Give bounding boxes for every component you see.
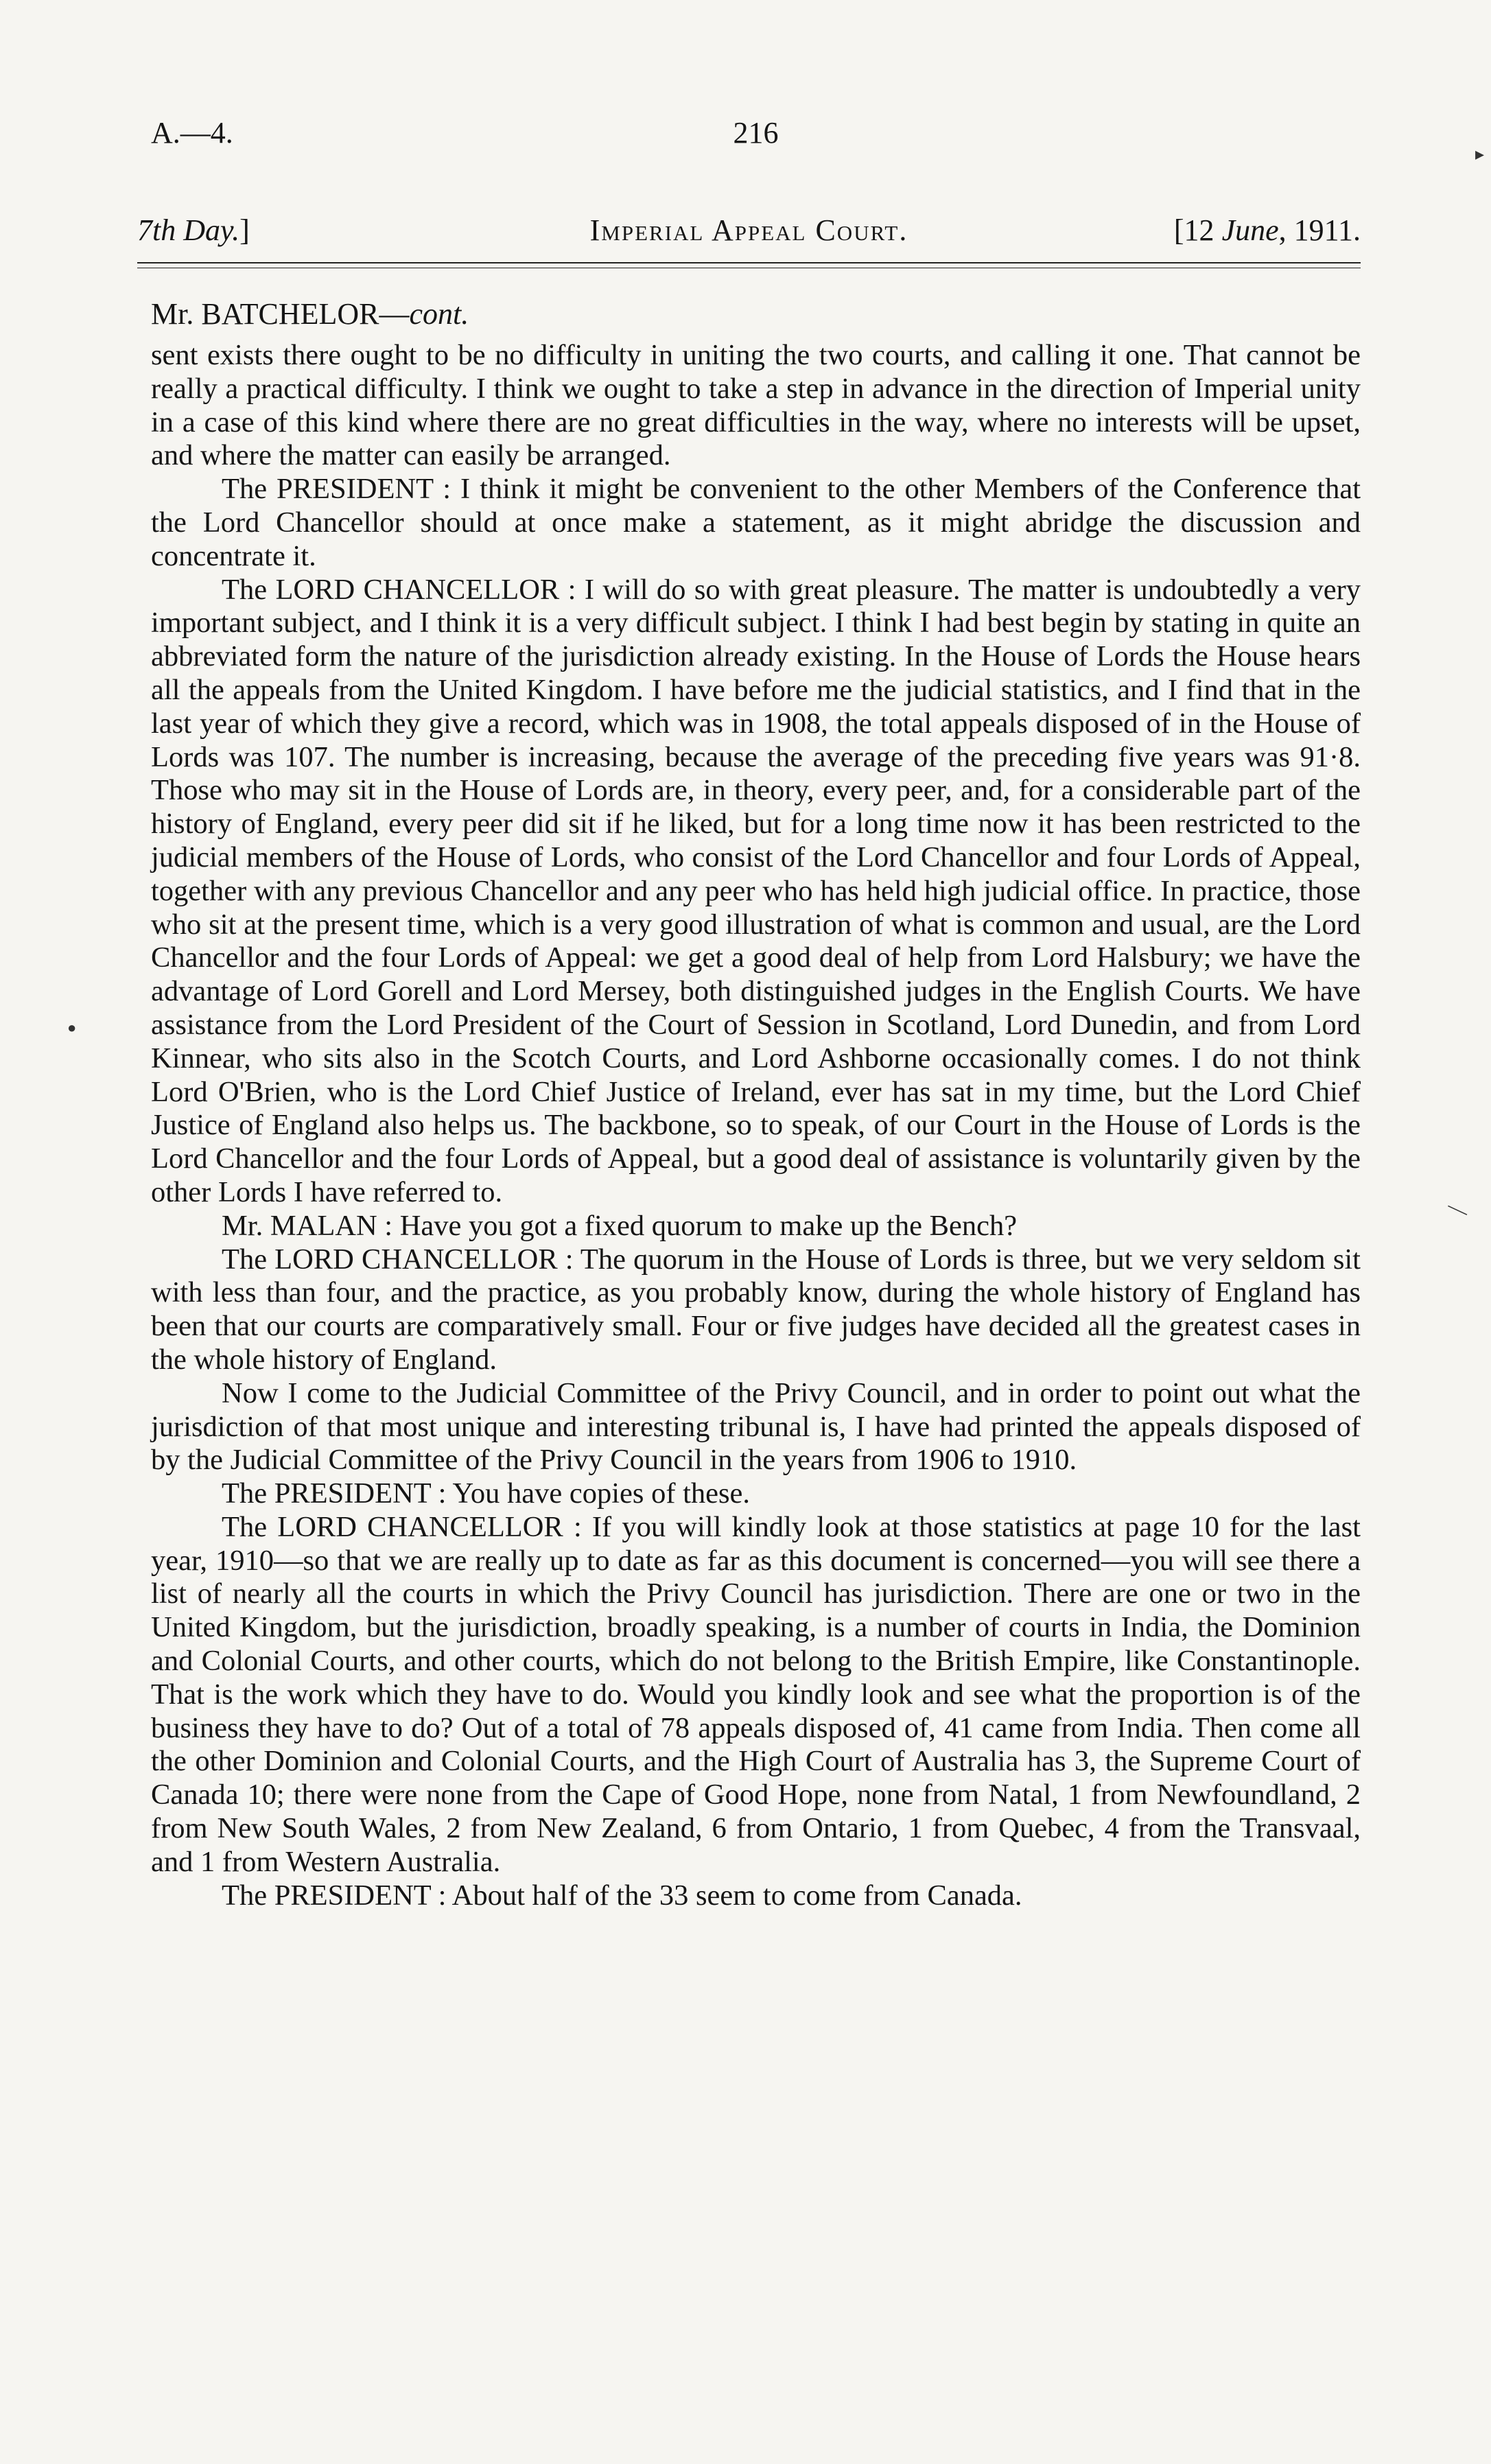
paragraph: The PRESIDENT : You have copies of these. <box>222 1477 751 1510</box>
running-head-title: Imperial Appeal Court. <box>589 213 908 247</box>
running-head-date: [12 June, 1911. <box>1173 213 1361 247</box>
paragraph: Mr. MALAN : Have you got a fixed quorum to make up the Bench? <box>222 1209 1018 1242</box>
page-header <box>151 115 1361 156</box>
header-rule <box>137 262 1361 263</box>
paragraph: The PRESIDENT : I think it might be convenient to the other Members of the Conference that the Lord Chancellor should at once make a statement, as it might abridge the discussion and concentrate it. <box>151 473 1361 572</box>
paragraph: sent exists there ought to be no difficulty in uniting the two courts, and calling it one. That cannot be really a practical difficulty. I think we ought to take a step in advance in the direction of Imperial unity in a case of this kind where there are no great difficulties in the way, where no interests will be upset, and where the matter can easily be arranged. <box>151 339 1361 472</box>
paragraph: The LORD CHANCELLOR : I will do so with great pleasure. The matter is undoubtedly a very important subject, and I think it is a very difficult subject. I think I had best begin by stating in quite an abbreviated form the nature of the jurisdiction already existing. In the House of Lords the House hears all the appeals from the United Kingdom. I have before me the judicial statistics, and I find that in the last year of which they give a record, which was in 1908, the total appeals disposed of in the House of Lords was 107. The number is increasing, because the average of the preceding five years was 91·8. Those who may sit in the House of Lords are, in theory, every peer, and, for a considerable part of the history of England, every peer did sit if he liked, but for a long time now it has been restricted to the judicial members of the House of Lords, who consist of the Lord Chancellor and four Lords of Appeal, together with any previous Chancellor and any peer who has held high judicial office. In practice, those who sit at the present time, which is a very good illustration of what is common and usual, are the Lord Chancellor and the four Lords of Appeal: we get a good deal of help from Lord Halsbury; we have the advantage of Lord Gorell and Lord Mersey, both distinguished judges in the English Courts. We have assistance from the Lord President of the Court of Session in Scotland, Lord Dunedin, and from Lord Kinnear, who sits also in the Scotch Courts, and Lord Ashborne occasionally comes. I do not think Lord O'Brien, who is the Lord Chief Justice of Ireland, ever has sat in my time, but the Lord Chief Justice of England also helps us. The backbone, so to speak, of our Court in the House of Lords is the Lord Chancellor and the four Lords of Appeal, but a good deal of assistance is voluntarily given by the other Lords I have referred to. <box>151 573 1361 1208</box>
body-text <box>151 339 1361 1912</box>
running-head-day: 7th Day.] <box>137 213 250 247</box>
speaker-continuation: Mr. BATCHELOR—cont. <box>151 297 469 331</box>
margin-dot-mark: ● <box>67 1019 77 1036</box>
margin-stroke-mark: — <box>1444 1194 1472 1223</box>
margin-corner-mark: ▸ <box>1475 144 1484 164</box>
paragraph: The LORD CHANCELLOR : If you will kindly look at those statistics at page 10 for the last year, 1910—so that we are really up to date as far as this document is concerned—you will see there a list of nearly all the courts in which the Privy Council has jurisdiction. There are one or two in the United Kingdom, but the jurisdiction, broadly speaking, is a number of courts in India, the Dominion and Colonial Courts, and other courts, which do not belong to the British Empire, like Constantinople. That is the work which they have to do. Would you kindly look and see what the proportion is of the business they have to do? Out of a total of 78 appeals disposed of, 41 came from India. Then come all the other Dominion and Colonial Courts, and the High Court of Australia has 3, the Supreme Court of Canada 10; there were none from the Cape of Good Hope, none from Natal, 1 from Newfoundland, 2 from New South Wales, 2 from New Zealand, 6 from Ontario, 1 from Quebec, 4 from the Transvaal, and 1 from Western Australia. <box>151 1510 1361 1878</box>
document-code: A.—4. <box>151 116 233 150</box>
paragraph: The LORD CHANCELLOR : The quorum in the House of Lords is three, but we very seldom sit with less than four, and the practice, as you probably know, during the whole history of England has been that our courts are comparatively small. Four or five judges have decided all the greatest cases in the whole history of England. <box>151 1243 1361 1376</box>
running-head <box>137 206 1361 261</box>
paragraph: The PRESIDENT : About half of the 33 seem to come from Canada. <box>222 1879 1022 1912</box>
paragraph: Now I come to the Judicial Committee of the Privy Council, and in order to point out what the jurisdiction of that most unique and interesting tribunal is, I have had printed the appeals disposed of by the Judicial Committee of the Privy Council in the years from 1906 to 1910. <box>151 1376 1361 1477</box>
page-number: 216 <box>733 116 779 150</box>
